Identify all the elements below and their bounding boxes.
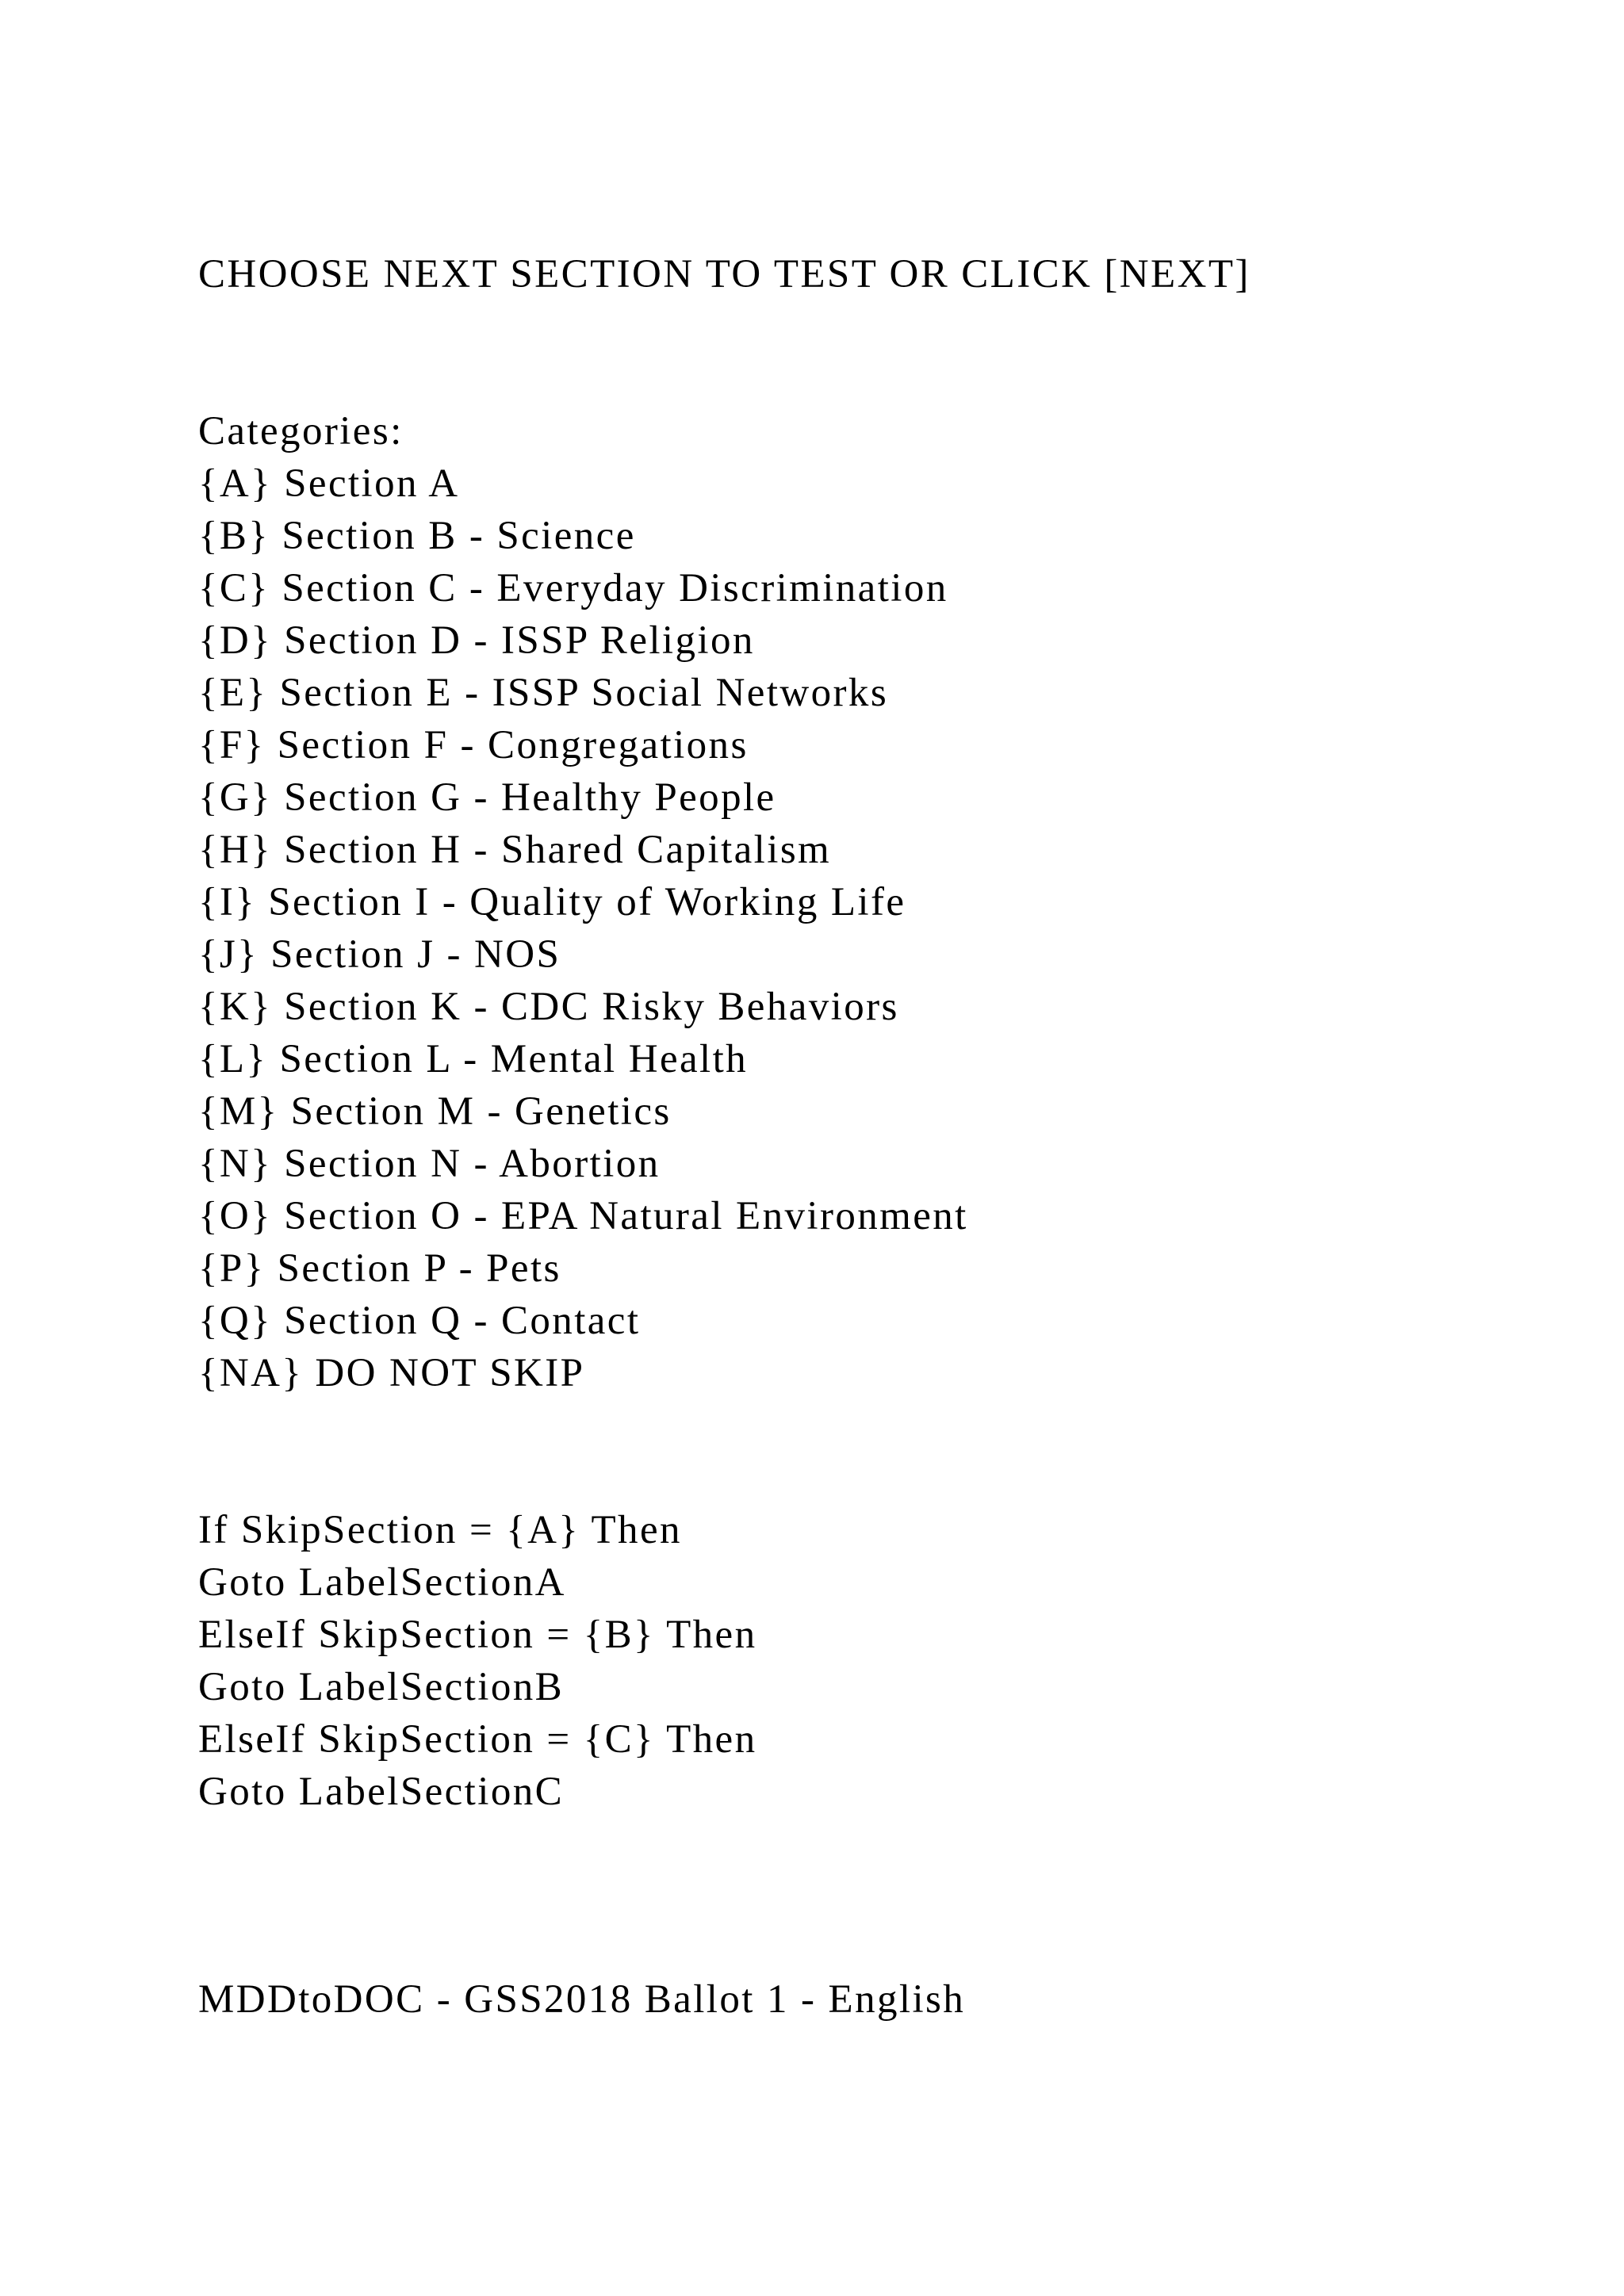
category-item: {G} Section G - Healthy People <box>198 775 776 820</box>
categories-list <box>198 457 968 1399</box>
page-heading: CHOOSE NEXT SECTION TO TEST OR CLICK [NEXT] <box>198 252 1251 297</box>
category-item: {M} Section M - Genetics <box>198 1089 672 1134</box>
categories-label: Categories: <box>198 409 404 453</box>
logic-line: Goto LabelSectionA <box>198 1560 566 1605</box>
category-item: {D} Section D - ISSP Religion <box>198 618 755 663</box>
category-item: {L} Section L - Mental Health <box>198 1037 749 1081</box>
logic-line: ElseIf SkipSection = {C} Then <box>198 1717 757 1762</box>
category-item: {NA} DO NOT SKIP <box>198 1351 585 1395</box>
category-item: {C} Section C - Everyday Discrimination <box>198 566 948 610</box>
category-item: {B} Section B - Science <box>198 514 636 558</box>
category-item: {P} Section P - Pets <box>198 1246 561 1291</box>
skip-logic-block <box>198 1504 757 1818</box>
category-item: {Q} Section Q - Contact <box>198 1299 641 1343</box>
category-item: {F} Section F - Congregations <box>198 723 749 767</box>
category-item: {K} Section K - CDC Risky Behaviors <box>198 985 899 1029</box>
logic-line: If SkipSection = {A} Then <box>198 1508 682 1552</box>
category-item: {J} Section J - NOS <box>198 932 561 977</box>
logic-line: Goto LabelSectionC <box>198 1770 565 1814</box>
document-footer: MDDtoDOC - GSS2018 Ballot 1 - English <box>198 1977 966 2022</box>
category-item: {O} Section O - EPA Natural Environment <box>198 1194 968 1238</box>
category-item: {H} Section H - Shared Capitalism <box>198 828 832 872</box>
logic-line: Goto LabelSectionB <box>198 1665 565 1709</box>
category-item: {N} Section N - Abortion <box>198 1142 661 1186</box>
logic-line: ElseIf SkipSection = {B} Then <box>198 1613 757 1657</box>
category-item: {E} Section E - ISSP Social Networks <box>198 671 889 715</box>
category-item: {A} Section A <box>198 461 460 506</box>
category-item: {I} Section I - Quality of Working Life <box>198 880 906 924</box>
